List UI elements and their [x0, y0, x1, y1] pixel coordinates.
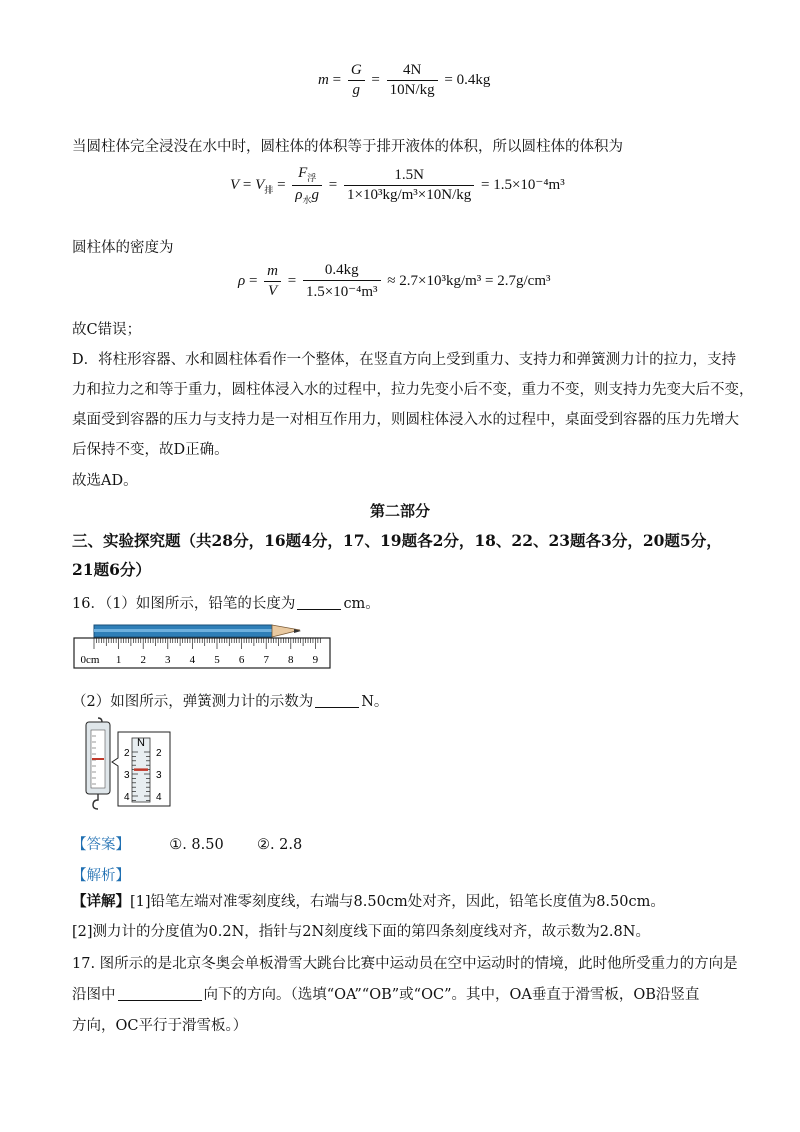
ruler-tick-label: 9: [312, 654, 319, 666]
zoom-label-right: 3: [156, 770, 162, 781]
fraction: $\frac{0.4kg}{\text{1.5×10⁻⁴m³}}$: [303, 262, 381, 301]
answer-tag: 【答案】: [72, 837, 130, 853]
zoom-label-left: 2: [124, 748, 130, 759]
detail-line: 【详解】[1]铅笔左端对准零刻度线，右端与8.50cm处对齐，因此，铅笔长度值为8.50cm。: [72, 893, 665, 910]
zoom-label-left: 3: [124, 770, 130, 781]
scale-hook-top: [98, 718, 102, 722]
zoom-label-right: 2: [156, 748, 162, 759]
paragraph: 故选AD。: [72, 473, 138, 489]
zoom-label-right: 4: [156, 792, 162, 803]
answer-blank: [297, 597, 341, 610]
answer-blank: [118, 988, 202, 1001]
eq-sign: =: [332, 71, 342, 88]
question-17-line2: 沿图中 向下的方向。（选填“OA”“OB”或“OC”。其中，OA垂直于滑雪板，OB沿竖直: [72, 987, 700, 1003]
ruler-figure: [72, 616, 334, 672]
equation-mass: m = $\frac{G}{g}$ = $\frac{4N}{10N/kg}$ = 0.4kg: [318, 62, 491, 98]
paragraph: 圆柱体的密度为: [72, 240, 174, 256]
ruler-tick-label: 1: [115, 654, 122, 666]
answer-2: ②. 2.8: [256, 837, 303, 853]
ruler-tick-label: 4: [189, 654, 196, 666]
analysis-tag: 【解析】: [72, 868, 130, 884]
zoom-pointer: [134, 768, 148, 771]
answer-line: [72, 833, 302, 854]
scale-pointer: [92, 758, 104, 760]
fraction: $\frac{4N}{10N/kg}$: [387, 62, 438, 99]
paragraph: D．将柱形容器、水和圆柱体看作一个整体，在竖直方向上受到重力、支持力和弹簧测力计的拉力，支持: [72, 352, 737, 368]
paragraph: 后保持不变，故D正确。: [72, 442, 229, 458]
ruler-tick-label: 2: [140, 654, 146, 666]
pencil-stripe: [94, 629, 272, 632]
paragraph: 力和拉力之和等于重力，圆柱体浸入水的过程中，拉力先变小后不变，重力不变，则支持力先变大后不变，: [72, 382, 754, 398]
eq-symbol: m: [318, 71, 329, 88]
section-heading: 三、实验探究题（共28分，16题4分，17、19题各2分，18、22、23题各3分，20题5分，: [72, 531, 722, 550]
question-17: 17. 图所示的是北京冬奥会单板滑雪大跳台比赛中运动员在空中运动时的情境，此时他所受重力的方向是: [72, 956, 738, 972]
fraction: $\frac{G}{g}$: [348, 62, 365, 99]
ruler-tick-label: 0cm: [80, 654, 100, 666]
paragraph: 桌面受到容器的压力与支持力是一对相互作用力，则圆柱体浸入水的过程中，桌面受到容器的压力先增大: [72, 412, 739, 428]
fraction: $\frac{1.5N}{\text{1×10³kg/m³×10N/kg}}$: [344, 167, 474, 204]
scale-hook-bottom: [93, 794, 98, 809]
ruler-tick-label: 5: [214, 654, 220, 666]
fraction: $\frac{F_浮}{\rho_水g}$: [292, 165, 322, 206]
eq-result: = 0.4kg: [444, 71, 491, 88]
paragraph: 当圆柱体完全浸没在水中时，圆柱体的体积等于排开液体的体积，所以圆柱体的体积为: [72, 139, 623, 155]
ruler-tick-label: 7: [263, 654, 269, 666]
ruler-tick-label: 3: [165, 654, 171, 666]
section-heading: 21题6分）: [72, 560, 151, 579]
fraction: $\frac{m}{V}$: [264, 263, 281, 300]
ruler-tick-label: 8: [288, 654, 294, 666]
question-16-1: 16．（1）如图所示，铅笔的长度为 cm。: [72, 596, 380, 612]
detail-tag: 【详解】: [72, 893, 130, 910]
paragraph: 故C错误；: [72, 322, 142, 338]
part-title: 第二部分: [369, 502, 430, 520]
question-17-line3: 方向，OC平行于滑雪板。）: [72, 1018, 248, 1034]
equation-density: ρ = $\frac{m}{V}$ = $\frac{0.4kg}{\text{1.5×10⁻⁴m³}}$ ≈ 2.7×10³kg/m³ = 2.7g/cm³: [238, 262, 551, 300]
zoom-unit-label: N: [137, 737, 145, 749]
answer-blank: [315, 695, 359, 708]
answer-1: ①. 8.50: [169, 837, 224, 853]
equation-volume: $V = V_排$ = $\frac{F_浮}{\rho_水g}$ = $\frac{1.5N}{\text{1×10³kg/m³×10N/kg}}$ = 1.5×10⁻⁴m³: [230, 165, 565, 205]
spring-scale-figure: [78, 716, 178, 812]
detail-line-2: [2]测力计的分度值为0.2N，指针与2N刻度线下面的第四条刻度线对齐，故示数为2.8N。: [72, 924, 650, 940]
zoom-label-left: 4: [124, 792, 130, 803]
ruler-tick-label: 6: [238, 654, 245, 666]
question-16-2: （2）如图所示，弹簧测力计的示数为 N。: [72, 694, 389, 710]
